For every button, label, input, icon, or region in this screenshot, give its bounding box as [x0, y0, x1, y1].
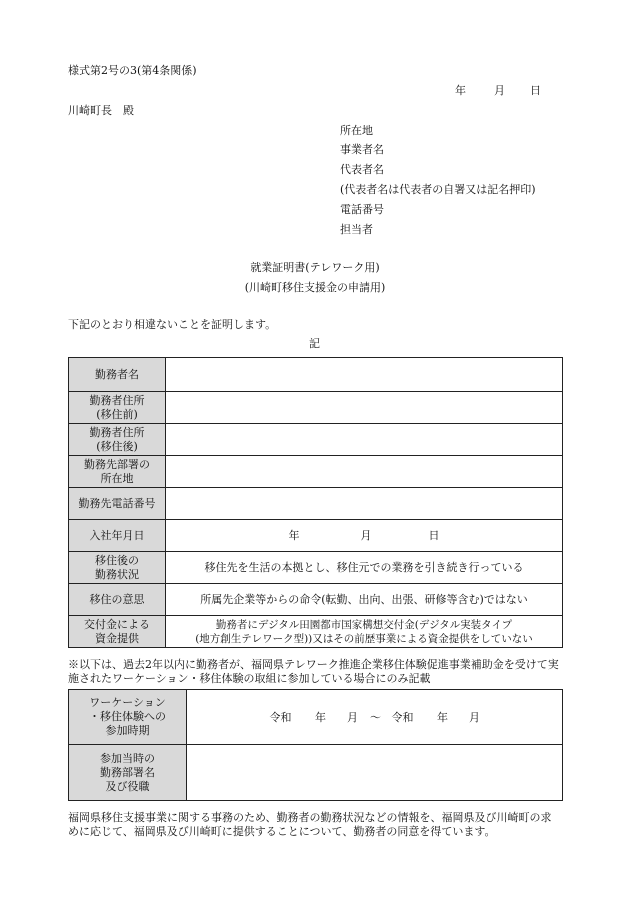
label-participation-period: ワーケーション ・移住体験への 参加時期 — [69, 690, 187, 745]
address-after-field[interactable] — [166, 424, 563, 456]
intro-text: 下記のとおり相違ないことを証明します。 — [68, 318, 277, 331]
document-title: 就業証明書(テレワーク用) — [250, 261, 380, 274]
period-era-end: 令和 — [391, 710, 414, 724]
address-before-field[interactable] — [166, 392, 563, 424]
table-row — [69, 745, 563, 801]
table-row — [69, 424, 563, 456]
form-number: 様式第2号の3(第4条関係) — [68, 64, 197, 77]
table-row — [69, 552, 563, 584]
applicant-signature-note: (代表者名は代表者の自署又は記名押印) — [340, 183, 536, 196]
date-day: 日 — [530, 84, 541, 97]
hire-day-unit: 日 — [428, 529, 440, 542]
hire-date-field[interactable] — [166, 520, 563, 552]
table-row — [69, 616, 563, 648]
date-month: 月 — [494, 84, 505, 97]
main-table — [68, 357, 563, 648]
hire-year-unit: 年 — [288, 529, 300, 542]
worker-name-field[interactable] — [166, 358, 563, 392]
label-address-before: 勤務者住所 (移住前) — [69, 392, 166, 424]
applicant-phone-label: 電話番号 — [340, 203, 384, 216]
label-worker-name: 勤務者名 — [69, 358, 166, 392]
applicant-address-label: 所在地 — [340, 124, 373, 137]
applicant-representative-label: 代表者名 — [340, 163, 384, 176]
label-work-status: 移住後の 勤務状況 — [69, 552, 166, 584]
consent-text: 福岡県移住支援事業に関する事務のため、勤務者の勤務状況などの情報を、福岡県及び川崎町の求めに応じて、福岡県及び川崎町に提供することについて、勤務者の同意を得ています。 — [68, 811, 552, 838]
table-row — [69, 584, 563, 616]
dept-location-field[interactable] — [166, 456, 563, 488]
table-row — [69, 520, 563, 552]
relocation-intent-statement: 所属先企業等からの命令(転勤、出向、出張、研修等含む)ではない — [166, 584, 563, 616]
dept-position-field[interactable] — [187, 745, 563, 801]
label-dept-position: 参加当時の 勤務部署名 及び役職 — [69, 745, 187, 801]
period-month-end: 月 — [469, 710, 480, 724]
label-relocation-intent: 移住の意思 — [69, 584, 166, 616]
period-year-start: 年 — [315, 710, 326, 724]
grant-funding-statement: 勤務者にデジタル田園都市国家構想交付金(デジタル実装タイプ (地方創生テレワーク型))又はその前歴事業による資金提供をしていない — [166, 616, 563, 648]
label-dept-location: 勤務先部署の 所在地 — [69, 456, 166, 488]
office-phone-field[interactable] — [166, 488, 563, 520]
label-hire-date: 入社年月日 — [69, 520, 166, 552]
period-month-start: 月 — [347, 710, 358, 724]
table-row — [69, 690, 563, 745]
document-subtitle: (川崎町移住支援金の申請用) — [244, 281, 386, 294]
period-tilde: ～ — [370, 710, 381, 724]
label-grant-funding: 交付金による 資金提供 — [69, 616, 166, 648]
label-office-phone: 勤務先電話番号 — [69, 488, 166, 520]
label-address-after: 勤務者住所 (移住後) — [69, 424, 166, 456]
work-status-statement: 移住先を生活の本拠とし、移住元での業務を引き続き行っている — [166, 552, 563, 584]
table-row — [69, 456, 563, 488]
participation-period-field[interactable] — [187, 690, 563, 745]
table-row — [69, 488, 563, 520]
period-year-end: 年 — [437, 710, 448, 724]
table-row — [69, 392, 563, 424]
period-era-start: 令和 — [269, 710, 292, 724]
workcation-table — [68, 689, 563, 801]
addressee: 川崎町長 殿 — [68, 104, 134, 117]
table-row — [69, 358, 563, 392]
hire-month-unit: 月 — [360, 529, 372, 542]
note-text: ※以下は、過去2年以内に勤務者が、福岡県テレワーク推進企業移住体験促進事業補助金を受けて実施されたワーケーション・移住体験の取組に参加している場合にのみ記載 — [68, 658, 559, 685]
applicant-business-name-label: 事業者名 — [340, 143, 384, 156]
date-year: 年 — [455, 84, 466, 97]
ki-mark: 記 — [309, 337, 320, 350]
applicant-contact-label: 担当者 — [340, 223, 373, 236]
